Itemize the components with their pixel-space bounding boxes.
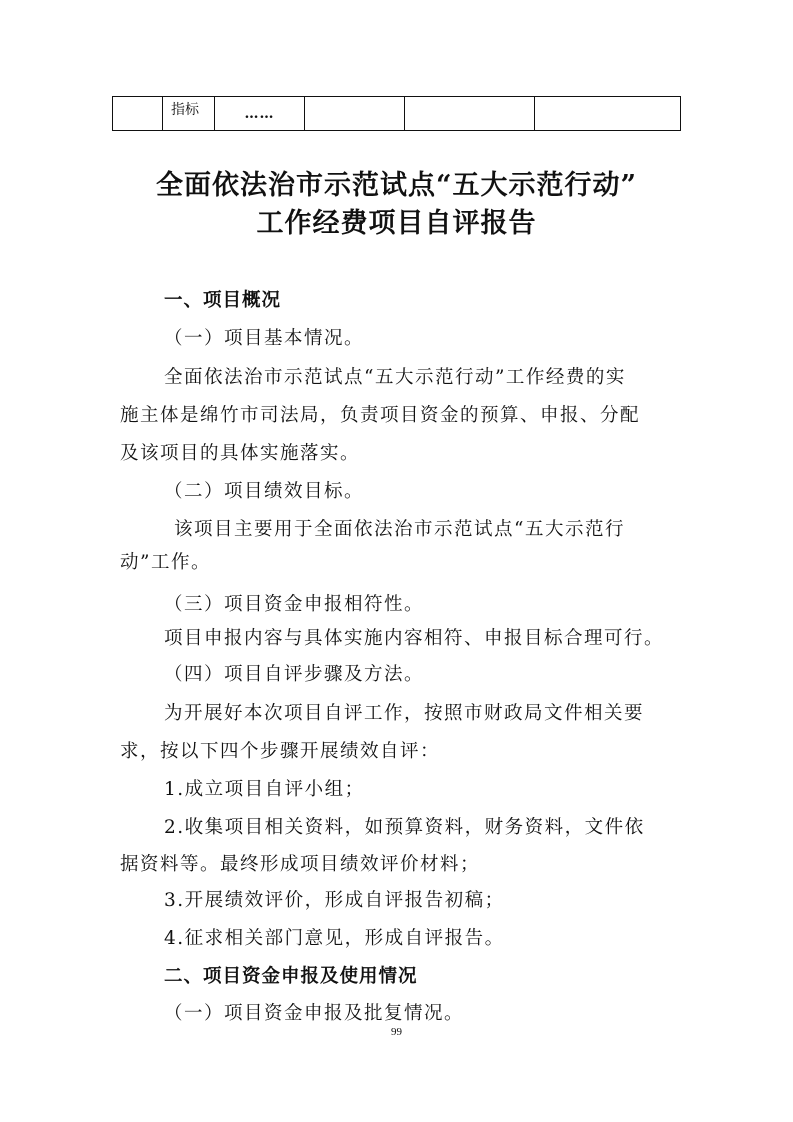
subsection-heading: （一）项目基本情况。: [164, 328, 365, 349]
paragraph-line: 全面依法治市示范试点“五大示范行动”工作经费的实: [164, 367, 626, 388]
list-item: 1.成立项目自评小组；: [164, 779, 365, 800]
paragraph-line: 施主体是绵竹市司法局，负责项目资金的预算、申报、分配: [120, 405, 641, 426]
list-item: 3.开展绩效评价，形成自评报告初稿；: [164, 890, 505, 911]
paragraph-line: 动”工作。: [120, 552, 211, 573]
subsection-heading: （二）项目绩效目标。: [164, 481, 365, 502]
subsection-heading: （一）项目资金申报及批复情况。: [164, 1003, 465, 1024]
document-title-line-1: 全面依法治市示范试点“五大示范行动”: [155, 170, 638, 201]
table-cell-empty: [305, 97, 405, 131]
page-number: 99: [391, 1026, 402, 1038]
list-item: 2.收集项目相关资料，如预算资料，财务资料，文件依: [164, 817, 645, 838]
subsection-heading: （四）项目自评步骤及方法。: [164, 664, 425, 685]
table-cell-empty: [113, 97, 163, 131]
section-heading-1: 一、项目概况: [164, 290, 282, 311]
subsection-heading: （三）项目资金申报相符性。: [164, 594, 425, 615]
document-title-line-2: 工作经费项目自评报告: [256, 208, 537, 239]
table-row: [113, 97, 681, 131]
paragraph-line: 求，按以下四个步骤开展绩效自评：: [120, 741, 441, 762]
section-heading-2: 二、项目资金申报及使用情况: [164, 966, 418, 987]
paragraph-line: 该项目主要用于全面依法治市示范试点“五大示范行: [174, 519, 625, 540]
table-cell-empty: [405, 97, 535, 131]
list-item: 4.征求相关部门意见，形成自评报告。: [164, 928, 505, 949]
paragraph-line: 项目申报内容与具体实施内容相符、申报目标合理可行。: [164, 628, 665, 649]
list-item-continuation: 据资料等。最终形成项目绩效评价材料；: [120, 854, 481, 875]
paragraph-line: 为开展好本次项目自评工作，按照市财政局文件相关要: [164, 703, 645, 724]
table-cell-empty: [535, 97, 681, 131]
paragraph-line: 及该项目的具体实施落实。: [120, 443, 361, 464]
indicator-table-fragment: [112, 96, 681, 131]
table-cell-ellipsis: ……: [215, 97, 305, 131]
table-cell-label: 指标: [163, 97, 215, 131]
